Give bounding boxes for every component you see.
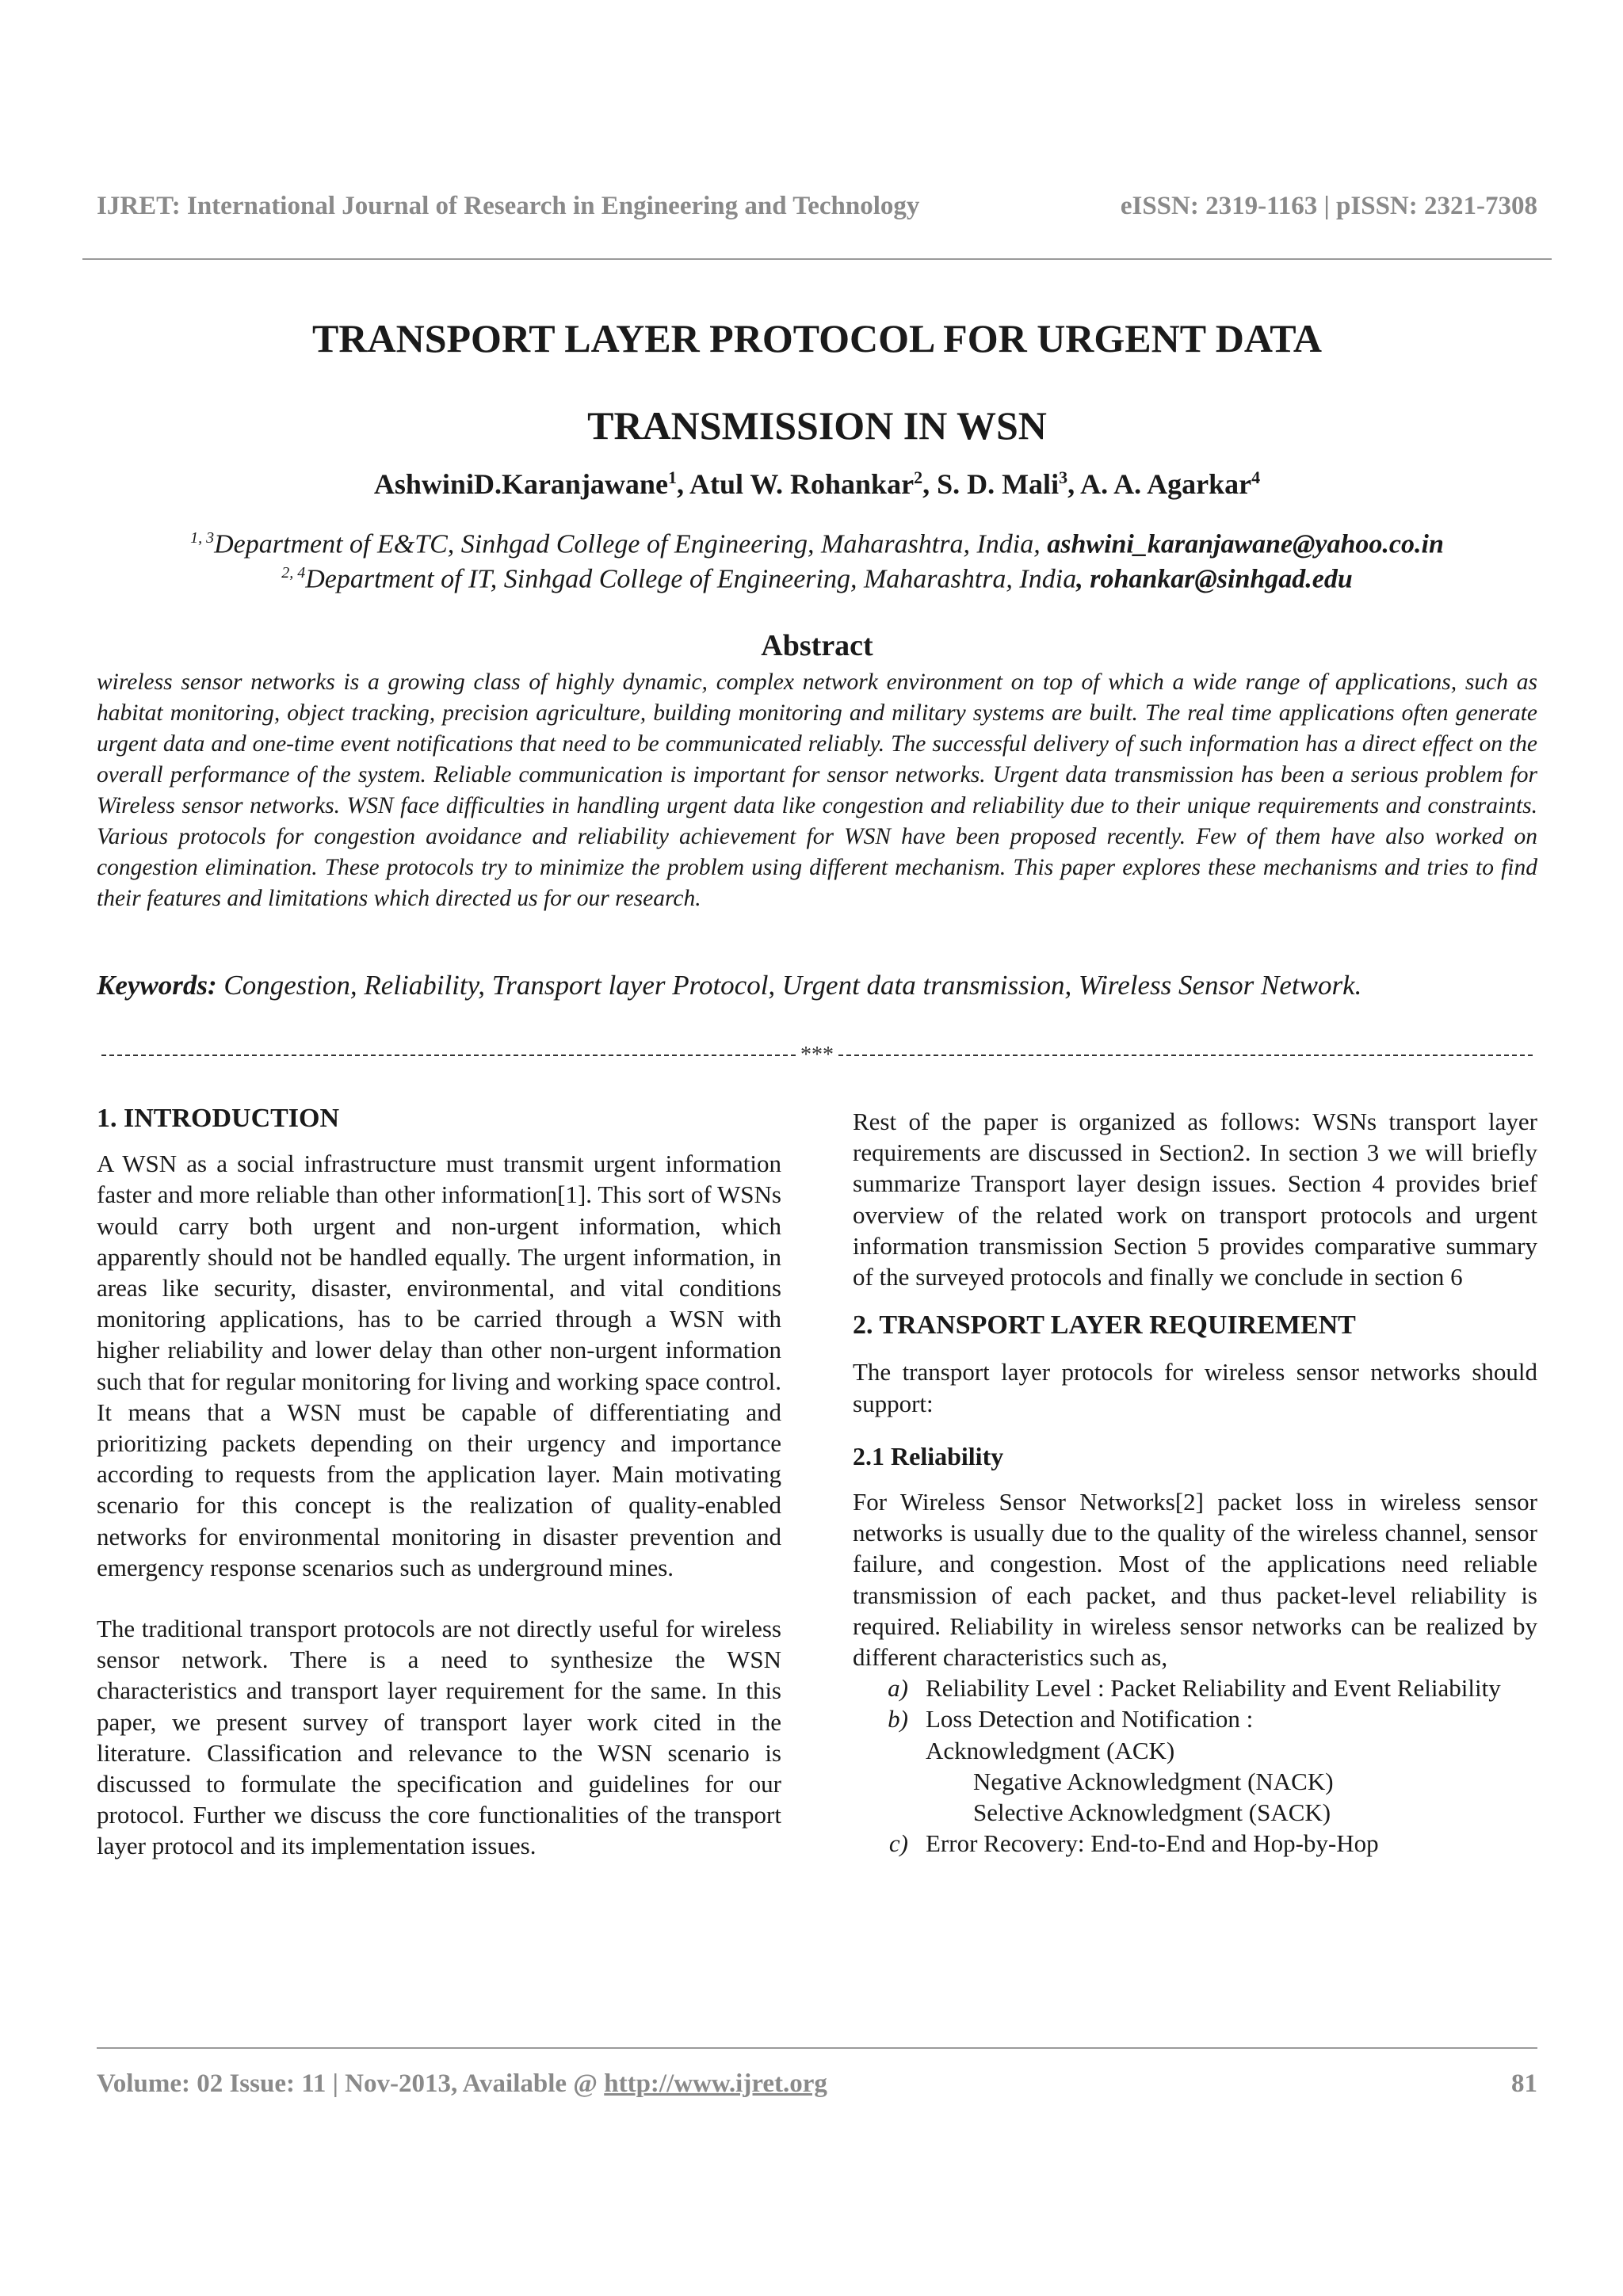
journal-header	[97, 192, 1537, 221]
separator-dash-left	[101, 1055, 796, 1056]
list-item	[853, 1703, 1537, 1828]
footer-volume	[97, 2069, 827, 2099]
reliability-list	[853, 1672, 1537, 1859]
keywords-label: Keywords:	[97, 970, 217, 1001]
separator-dash-right	[838, 1055, 1533, 1056]
author-separator: ,	[1067, 468, 1081, 500]
title-line-2: TRANSMISSION IN WSN	[587, 403, 1047, 448]
author-affil-mark: 4	[1251, 467, 1261, 487]
list-marker: a)	[888, 1674, 908, 1703]
list-item	[853, 1828, 1537, 1859]
abstract-body: wireless sensor networks is a growing class of highly dynamic, complex network environment on top of which a wide range of applications, such as habitat monitoring, object tracking, precision agriculture, building monitoring and military systems are built. The real time applications often generate urgent data and one-time event notifications that need to be communicated reliably. The successful delivery of such information has a direct effect on the overall performance of the system. Reliable communication is important for sensor networks. Urgent data transmission has been a serious problem for Wireless sensor networks. WSN face difficulties in handling urgent data like congestion and reliability due to their unique requirements and constraints. Various protocols for congestion avoidance and reliability achievement for WSN have been proposed recently. Few of them have also worked on congestion elimination. These protocols try to minimize the problem using different mechanism. This paper explores these mechanisms and tries to find their features and limitations which directed us for our research.	[97, 669, 1537, 911]
keywords	[97, 970, 1537, 1001]
subsection-heading: 2.1 Reliability	[853, 1441, 1004, 1470]
author-name: A. A. Agarkar	[1080, 468, 1252, 500]
section-heading: 2. TRANSPORT LAYER REQUIREMENT	[853, 1310, 1356, 1341]
section-heading: 1. INTRODUCTION	[97, 1104, 340, 1133]
keywords-text: Congestion, Reliability, Transport layer Protocol, Urgent data transmission, Wireless Sensor Network.	[216, 970, 1362, 1001]
list-item	[853, 1672, 1537, 1703]
paragraph: A WSN as a social infrastructure must transmit urgent information faster and more reliable than other information[1]. This sort of WSNs would carry both urgent and non-urgent information, which apparently should not be handled equally. The urgent information, in areas like security, disaster, environmental, and vital conditions monitoring applications, has to be carried through a WSN with higher reliability and lower delay than other non-urgent information such that for regular monitoring for living and working space control. It means that a WSN must be capable of differentiating and prioritizing packets depending on their urgency and importance according to requests from the application layer. Main motivating scenario for this concept is the realization of quality-enabled networks for environmental monitoring in disaster prevention and emergency response scenarios such as underground mines.	[97, 1150, 781, 1581]
issn-info: eISSN: 2319-1163 | pISSN: 2321-7308	[1120, 192, 1537, 220]
journal-name: IJRET: International Journal of Research in Engineering and Technology	[97, 192, 920, 220]
list-subitem: Negative Acknowledgment (NACK)	[973, 1767, 1334, 1795]
paragraph: Rest of the paper is organized as follows: WSNs transport layer requirements are discussed in Section2. In section 3 we will briefly summarize Transport layer design issues. Section 4 provides brief overview of the related work on transport protocols and urgent information transmission Section 5 provides comparative summary of the surveyed protocols and finally we conclude in section 6	[853, 1108, 1537, 1291]
paragraph: For Wireless Sensor Networks[2] packet loss in wireless sensor networks is usually due to the quality of the wireless channel, sensor failure, and congestion. Most of the applications need reliable transmission of each packet, and thus packet-level reliability is required. Reliability in wireless sensor networks can be realized by different characteristics such as,	[853, 1488, 1537, 1672]
affiliation-mark: 2, 4	[281, 564, 306, 582]
page-number: 81	[1511, 2069, 1537, 2098]
list-item-text: Loss Detection and Notification :	[926, 1705, 1254, 1733]
list-item-content	[926, 1703, 1537, 1828]
journal-link[interactable]: http://www.ijret.org	[604, 2069, 827, 2098]
paragraph: The traditional transport protocols are not directly useful for wireless sensor network. There is a need to synthesize the WSN characteristics and transport layer requirement for the same. In this paper, we present survey of transport layer work cited in the literature. Classification and relevance to the WSN scenario is discussed to formulate the specification and guidelines for our protocol. Further we discuss the core functionalities of the transport layer protocol and its implementation issues.	[97, 1615, 781, 1860]
affiliation-1	[82, 529, 1552, 559]
affiliation-mark: 1, 3	[190, 529, 215, 547]
author-name: AshwiniD.Karanjawane	[373, 468, 668, 500]
section-separator	[97, 1039, 1537, 1071]
affiliation-text: Department of E&TC, Sinhgad College of Engineering, Maharashtra, India,	[214, 529, 1048, 559]
right-column	[853, 1106, 1537, 1859]
author-email: ashwini_karanjawane@yahoo.co.in	[1047, 529, 1444, 559]
title-line-1: TRANSPORT LAYER PROTOCOL FOR URGENT DATA	[312, 316, 1322, 360]
footer-volume-text: Volume: 02 Issue: 11 | Nov-2013, Available @	[97, 2069, 605, 2098]
affiliation-text: Department of IT, Sinhgad College of Engineering, Maharashtra, India	[305, 564, 1077, 594]
author-name: S. D. Mali	[937, 468, 1060, 500]
list-subitem: Selective Acknowledgment (SACK)	[973, 1798, 1331, 1827]
author-separator: ,	[922, 468, 938, 500]
author-name: Atul W. Rohankar	[689, 468, 915, 500]
author-list	[82, 467, 1552, 501]
paragraph: The transport layer protocols for wireless sensor networks should support:	[853, 1358, 1537, 1417]
author-affil-mark: 2	[914, 467, 923, 487]
affiliation-2	[82, 564, 1552, 594]
list-marker: b)	[888, 1705, 908, 1733]
author-affil-mark: 1	[667, 467, 677, 487]
separator-stars: ***	[800, 1043, 834, 1067]
author-email: , rohankar@sinhgad.edu	[1076, 564, 1353, 594]
author-separator: ,	[676, 468, 689, 500]
footer-rule	[97, 2047, 1537, 2049]
list-item-text: Error Recovery: End-to-End and Hop-by-Hop	[926, 1829, 1379, 1858]
header-rule	[82, 258, 1552, 260]
author-affil-mark: 3	[1059, 467, 1068, 487]
list-subitem: Acknowledgment (ACK)	[926, 1736, 1175, 1764]
list-marker: c)	[888, 1829, 908, 1858]
abstract-heading: Abstract	[761, 629, 873, 662]
left-column	[97, 1103, 781, 1862]
paper-title	[82, 295, 1552, 469]
list-item-text: Reliability Level : Packet Reliability and Event Reliability	[926, 1674, 1501, 1703]
page-footer	[97, 2069, 1537, 2099]
